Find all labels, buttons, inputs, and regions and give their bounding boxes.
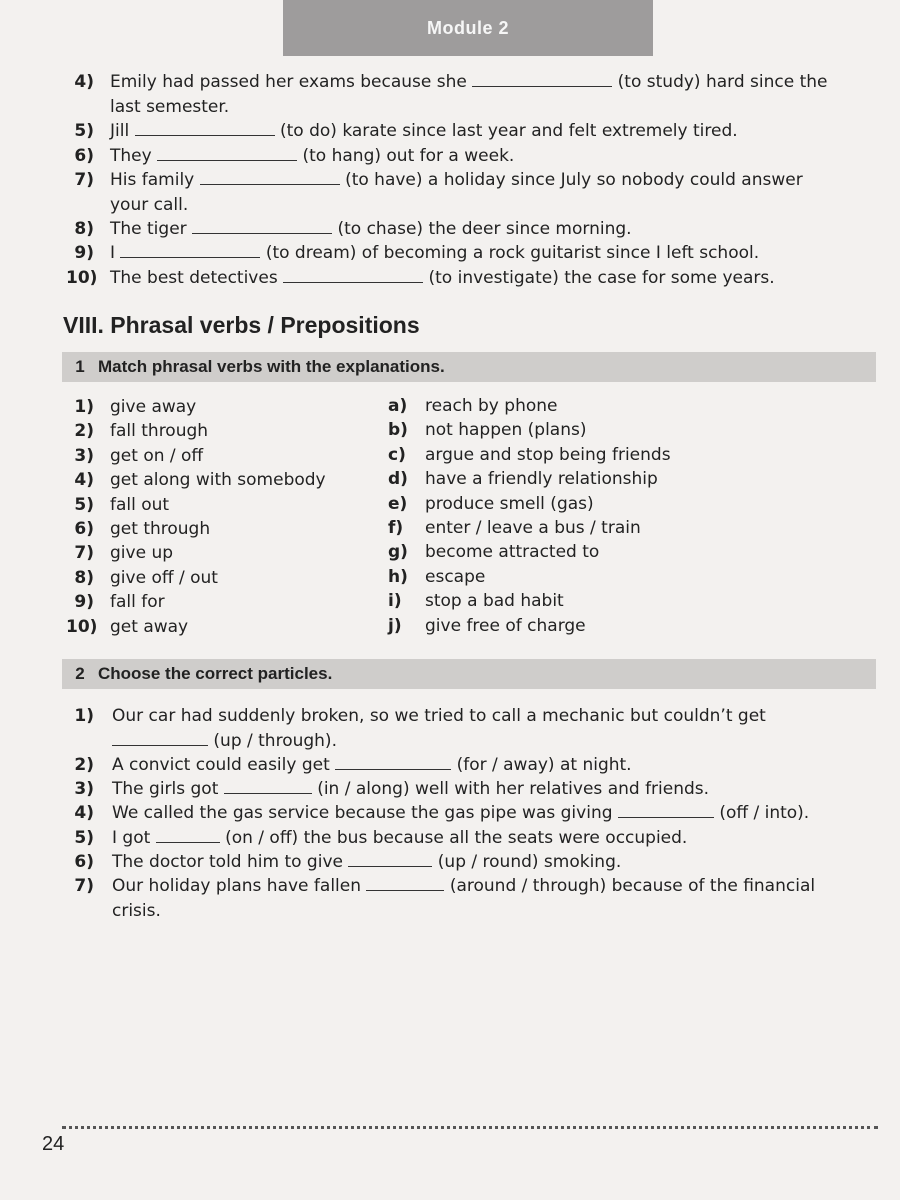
item-continuation: your call. — [110, 195, 189, 215]
item-number: 2) — [74, 421, 94, 442]
item-number: 5) — [74, 121, 94, 141]
item-number: 3) — [74, 445, 94, 466]
verb-text: give away — [110, 397, 197, 417]
task-instruction: Match phrasal verbs with the explanations. — [98, 357, 445, 376]
item-text: The girls got (in / along) well with her relatives and friends. — [112, 779, 710, 799]
item-continuation: (up / through). — [112, 729, 337, 753]
explanation-text: have a friendly relationship — [425, 469, 658, 490]
explanation-text: escape — [425, 566, 486, 587]
item-text: I got (on / off) the bus because all the seats were occupied. — [112, 828, 688, 848]
verb-text: get on / off — [110, 445, 204, 466]
answer-blank[interactable] — [135, 119, 275, 136]
item-letter: e) — [388, 493, 408, 514]
item-letter: h) — [388, 566, 408, 587]
item-number: 8) — [74, 567, 94, 588]
item-number: 7) — [74, 876, 94, 896]
item-letter: a) — [388, 396, 408, 416]
item-text: A convict could easily get (for / away) at night. — [112, 755, 632, 775]
answer-blank[interactable] — [200, 168, 340, 185]
item-number: 1) — [74, 706, 94, 726]
answer-blank[interactable] — [192, 217, 332, 234]
explanation-text: give free of charge — [425, 615, 586, 636]
item-continuation: last semester. — [110, 97, 230, 117]
item-number: 6) — [74, 519, 94, 539]
item-number: 10) — [66, 616, 98, 637]
item-number: 7) — [74, 170, 94, 190]
explanation-text: argue and stop being friends — [425, 444, 671, 465]
item-number: 7) — [74, 543, 94, 564]
item-letter: f) — [388, 518, 404, 538]
verb-text: get through — [110, 519, 211, 539]
item-letter: g) — [388, 542, 408, 563]
item-number: 6) — [74, 852, 94, 872]
item-number: 5) — [74, 494, 94, 515]
item-number: 4) — [74, 470, 94, 491]
verb-text: fall out — [110, 494, 170, 515]
item-text: I (to dream) of becoming a rock guitarist since I left school. — [110, 243, 760, 263]
verb-text: give up — [110, 543, 174, 564]
item-text: We called the gas service because the gas pipe was giving (off / into). — [112, 803, 810, 823]
verb-text: get along with somebody — [110, 470, 326, 491]
item-continuation: crisis. — [112, 901, 161, 921]
module-header: Module 2 — [283, 0, 653, 56]
page-number: 24 — [42, 1133, 65, 1155]
item-number: 4) — [74, 72, 94, 92]
item-number: 4) — [74, 803, 94, 823]
answer-blank[interactable] — [120, 241, 260, 258]
item-text: His family (to have) a holiday since July so nobody could answer — [110, 170, 803, 190]
item-text: They (to hang) out for a week. — [110, 146, 515, 166]
item-letter: i) — [388, 591, 402, 612]
task-number: 2 — [75, 664, 85, 683]
item-letter: b) — [388, 420, 408, 441]
item-text: Our car had suddenly broken, so we tried to call a mechanic but couldn’t get — [112, 706, 766, 726]
item-letter: c) — [388, 444, 406, 465]
item-number: 9) — [74, 592, 94, 613]
item-number: 8) — [74, 219, 94, 239]
item-text: The best detectives (to investigate) the case for some years. — [110, 268, 775, 288]
explanation-text: stop a bad habit — [425, 591, 564, 612]
item-letter: j) — [388, 615, 402, 636]
item-text: Our holiday plans have fallen (around / through) because of the financial — [112, 876, 816, 896]
answer-blank[interactable] — [112, 729, 208, 746]
explanation-text: reach by phone — [425, 396, 558, 416]
item-text: Jill (to do) karate since last year and felt extremely tired. — [110, 121, 738, 141]
verb-text: fall for — [110, 592, 165, 613]
answer-blank[interactable] — [156, 826, 220, 843]
task-number: 1 — [75, 357, 85, 376]
section-title: VIII. Phrasal verbs / Prepositions — [63, 312, 420, 338]
task-instruction: Choose the correct particles. — [98, 664, 333, 683]
task-1-header — [62, 352, 876, 382]
item-number: 1) — [74, 397, 94, 417]
item-text: Emily had passed her exams because she (to study) hard since the — [110, 72, 828, 92]
answer-blank[interactable] — [366, 874, 444, 891]
explanation-text: become attracted to — [425, 542, 600, 563]
answer-blank[interactable] — [224, 777, 312, 794]
answer-blank[interactable] — [472, 70, 612, 87]
answer-blank[interactable] — [348, 850, 432, 867]
answer-blank[interactable] — [157, 144, 297, 161]
task-2-header — [62, 659, 876, 689]
item-letter: d) — [388, 469, 408, 490]
answer-blank[interactable] — [283, 266, 423, 283]
explanation-text: not happen (plans) — [425, 420, 587, 441]
item-text: The tiger (to chase) the deer since morning. — [110, 219, 632, 239]
item-text: The doctor told him to give (up / round) smoking. — [112, 852, 622, 872]
verb-text: give off / out — [110, 567, 218, 588]
item-number: 6) — [74, 146, 94, 166]
answer-blank[interactable] — [618, 801, 714, 818]
item-number: 3) — [74, 779, 94, 799]
item-number: 5) — [74, 828, 94, 848]
verb-text: fall through — [110, 421, 209, 442]
answer-blank[interactable] — [335, 753, 451, 770]
explanation-text: enter / leave a bus / train — [425, 518, 641, 538]
item-number: 9) — [74, 243, 94, 263]
explanation-text: produce smell (gas) — [425, 493, 594, 514]
footer-divider — [62, 1126, 878, 1129]
verb-text: get away — [110, 616, 189, 637]
item-number: 2) — [74, 755, 94, 775]
item-number: 10) — [66, 268, 98, 288]
